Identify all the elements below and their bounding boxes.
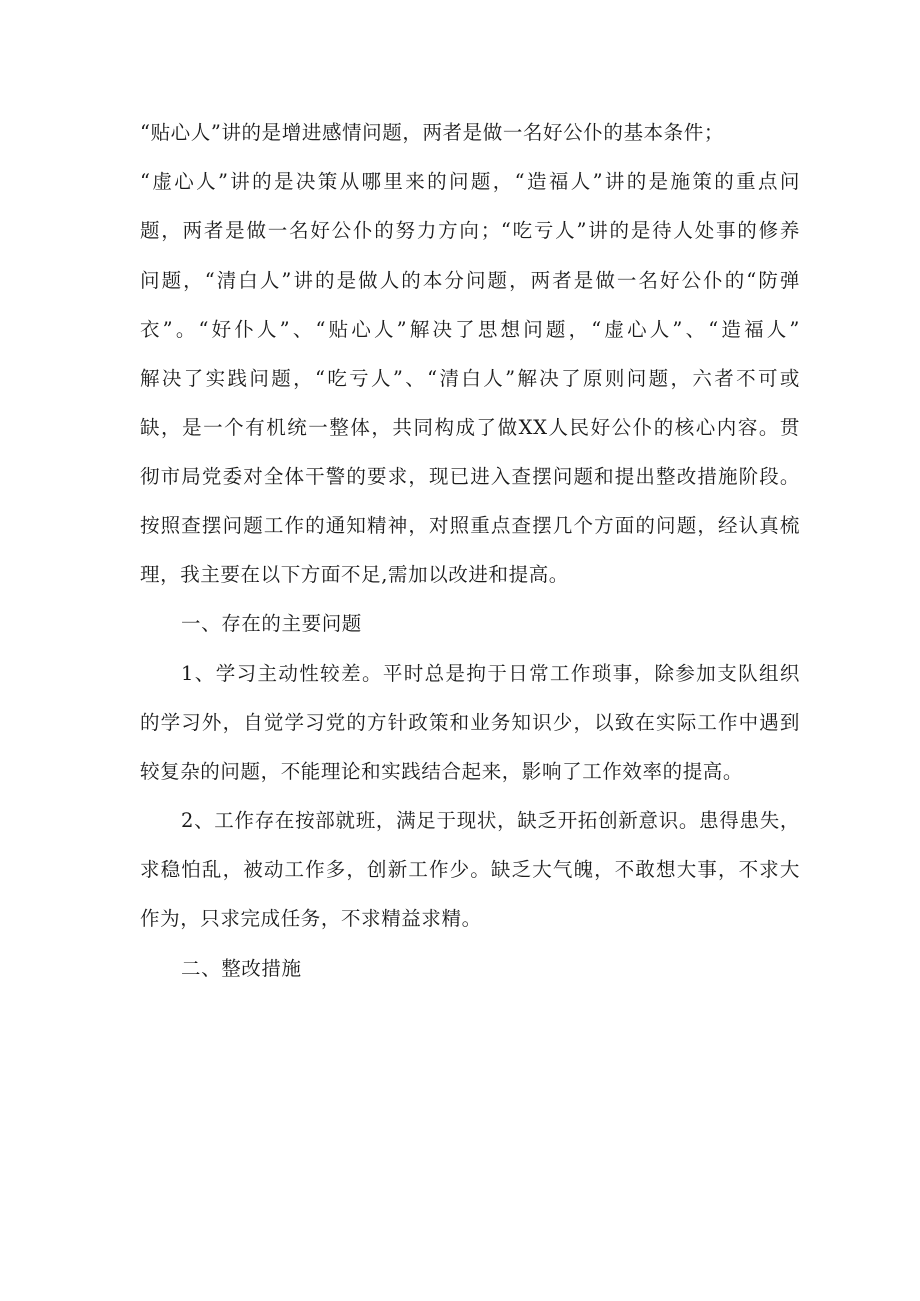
body-text-line: 作为，只求完成任务，不求精益求精。 xyxy=(140,907,482,930)
body-text-line: 彻市局党委对全体干警的要求，现已进入查摆问题和提出整改措施阶段。 xyxy=(140,465,800,488)
body-text-line: 题，两者是做一名好公仆的努力方向；“吃亏人”讲的是待人处事的修养 xyxy=(140,219,800,242)
body-text-line: 求稳怕乱，被动工作多，创新工作少。缺乏大气魄，不敢想大事，不求大 xyxy=(140,858,800,881)
body-text-line: 按照查摆问题工作的通知精神，对照重点查摆几个方面的问题，经认真梳 xyxy=(140,514,800,537)
body-text-line: “贴心人”讲的是增进感情问题，两者是做一名好公仆的基本条件； xyxy=(140,121,724,144)
body-text-line: 较复杂的问题，不能理论和实践结合起来，影响了工作效率的提高。 xyxy=(140,760,744,783)
body-text-line: 1、学习主动性较差。平时总是拘于日常工作琐事，除参加支队组织 xyxy=(181,662,800,685)
body-text-line: 2、工作存在按部就班，满足于现状，缺乏开拓创新意识。患得患失， xyxy=(181,809,800,832)
body-text-line: 解决了实践问题，“吃亏人”、“清白人”解决了原则问题，六者不可或 xyxy=(140,367,800,390)
body-text-line: 问题，“清白人”讲的是做人的本分问题，两者是做一名好公仆的“防弹 xyxy=(140,269,800,292)
body-text-line: 的学习外，自觉学习党的方针政策和业务知识少，以致在实际工作中遇到 xyxy=(140,711,800,734)
body-text-line: “虚心人”讲的是决策从哪里来的问题，“造福人”讲的是施策的重点问 xyxy=(140,170,800,193)
body-text-line: 理，我主要在以下方面不足,需加以改进和提高。 xyxy=(140,563,569,586)
section-heading: 二、整改措施 xyxy=(181,957,302,980)
body-text-line: 衣”。“好仆人”、“贴心人”解决了思想问题，“虚心人”、“造福人” xyxy=(140,318,800,341)
body-text-line: 缺，是一个有机统一整体，共同构成了做XX人民好公仆的核心内容。贯 xyxy=(140,416,800,439)
section-heading: 一、存在的主要问题 xyxy=(181,612,362,635)
